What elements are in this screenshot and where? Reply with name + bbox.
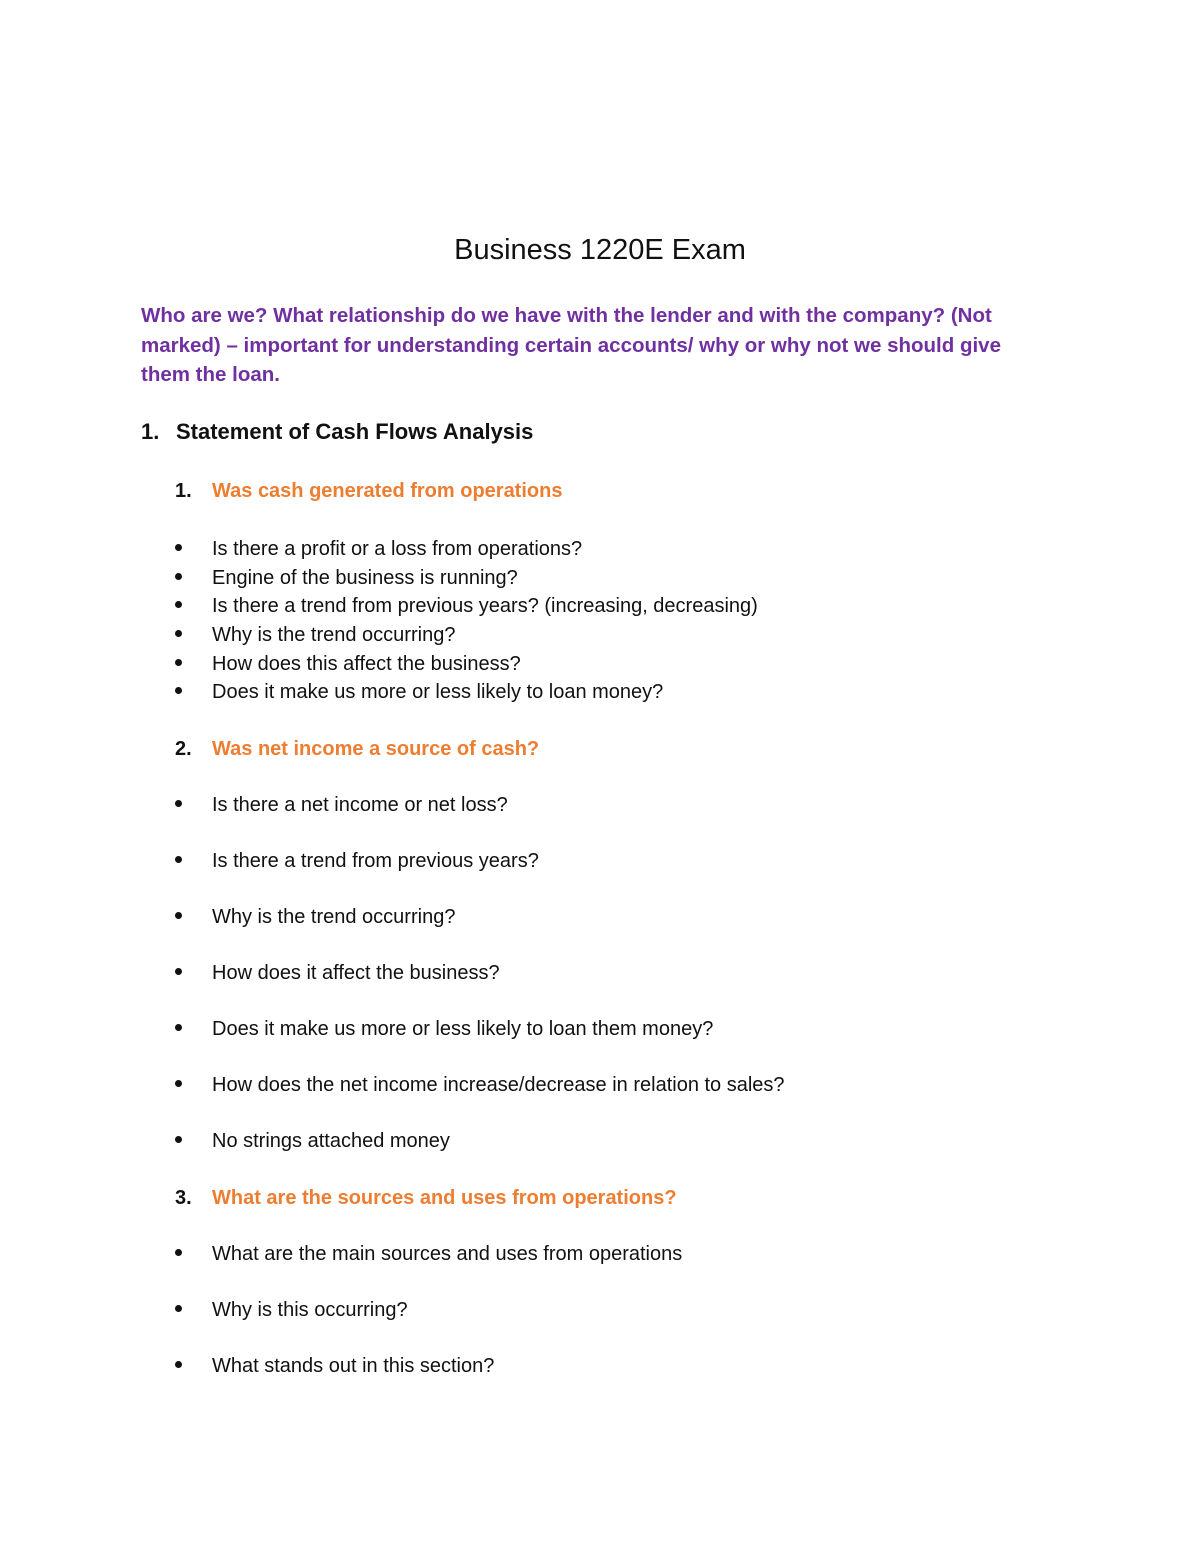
bullet-icon [175, 912, 182, 919]
list-item [175, 535, 582, 563]
bullet-icon [175, 968, 182, 975]
list-item-text: Why is the trend occurring? [212, 624, 456, 646]
subsection-heading [175, 476, 562, 506]
list-item [175, 678, 663, 706]
list-item-text: Why is this occurring? [212, 1299, 408, 1321]
list-item-text: Engine of the business is running? [212, 567, 518, 589]
bullet-icon [175, 1249, 182, 1256]
bullet-icon [175, 544, 182, 551]
section-title: Statement of Cash Flows Analysis [176, 419, 534, 444]
bullet-icon [175, 1080, 182, 1087]
list-item [175, 903, 455, 931]
list-item [175, 1015, 713, 1043]
bullet-icon [175, 630, 182, 637]
bullet-icon [175, 1136, 182, 1143]
list-item-text: How does it affect the business? [212, 962, 500, 984]
list-item [175, 791, 508, 819]
list-item [175, 564, 518, 592]
list-item-text: Is there a trend from previous years? [212, 850, 539, 872]
subsection-title: Was cash generated from operations [212, 480, 563, 502]
bullet-icon [175, 659, 182, 666]
list-item [175, 847, 539, 875]
intro-line: marked) – important for understanding certain accounts/ why or why not we should give [141, 333, 1001, 357]
bullet-icon [175, 601, 182, 608]
list-item-text: What stands out in this section? [212, 1355, 495, 1377]
list-item [175, 592, 758, 620]
list-item-text: Does it make us more or less likely to loan them money? [212, 1018, 714, 1040]
list-item-text: How does the net income increase/decrease in relation to sales? [212, 1074, 785, 1096]
intro-paragraph [141, 301, 1041, 390]
section-number: 1. [141, 419, 160, 444]
list-item-text: Is there a trend from previous years? (increasing, decreasing) [212, 595, 758, 617]
list-item [175, 1240, 682, 1268]
list-item-text: How does this affect the business? [212, 653, 521, 675]
list-item [175, 1296, 408, 1324]
list-item-text: Is there a net income or net loss? [212, 794, 508, 816]
list-item-text: Does it make us more or less likely to loan money? [212, 681, 664, 703]
list-item-text: Is there a profit or a loss from operations? [212, 538, 583, 560]
document-title: Business 1220E Exam [454, 234, 746, 266]
list-item [175, 1352, 494, 1380]
list-item [175, 959, 500, 987]
intro-line: Who are we? What relationship do we have with the lender and with the company? (Not [141, 304, 992, 327]
subsection-title: What are the sources and uses from operations? [212, 1187, 677, 1209]
section-heading [141, 416, 533, 448]
list-item [175, 621, 455, 649]
subsection-heading [175, 734, 539, 764]
bullet-icon [175, 1305, 182, 1312]
list-item [175, 1127, 450, 1155]
bullet-icon [175, 687, 182, 694]
list-item-text: Why is the trend occurring? [212, 906, 456, 928]
subsection-number: 1. [175, 480, 192, 502]
list-item [175, 650, 521, 678]
bullet-icon [175, 1361, 182, 1368]
bullet-icon [175, 800, 182, 807]
bullet-icon [175, 1024, 182, 1031]
subsection-number: 2. [175, 738, 192, 760]
list-item-text: What are the main sources and uses from operations [212, 1243, 683, 1265]
bullet-icon [175, 856, 182, 863]
list-item-text: No strings attached money [212, 1130, 450, 1152]
subsection-heading [175, 1183, 677, 1213]
intro-line: them the loan. [141, 363, 280, 386]
subsection-number: 3. [175, 1187, 192, 1209]
list-item [175, 1071, 785, 1099]
subsection-title: Was net income a source of cash? [212, 738, 540, 760]
bullet-icon [175, 573, 182, 580]
